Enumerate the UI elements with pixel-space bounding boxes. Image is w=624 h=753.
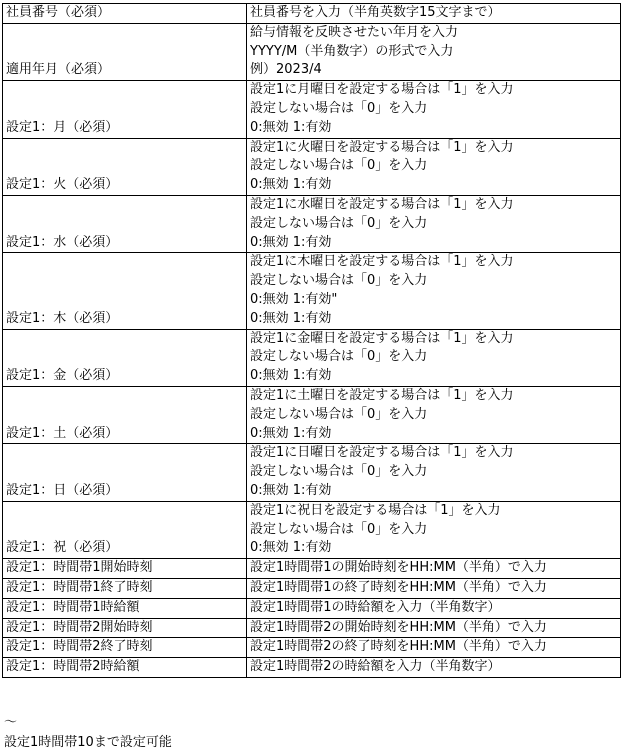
description-line: 0:無効 1:有効: [250, 482, 332, 498]
table-row: [3, 81, 621, 138]
field-name-cell: 設定1：火（必須）: [3, 138, 247, 195]
table-row: [3, 559, 621, 579]
field-name-cell: 設定1：水（必須）: [3, 195, 247, 252]
description-line: 設定しない場合は「0」を入力: [250, 406, 428, 422]
field-description-cell: [247, 658, 621, 678]
description-line: 0:無効 1:有効": [250, 291, 338, 307]
description-line: 0:無効 1:有効: [250, 234, 332, 250]
field-name-cell: 設定1：時間帯2終了時刻: [3, 638, 247, 658]
field-name-cell: 設定1：時間帯2開始時刻: [3, 618, 247, 638]
continuation-mark: 〜: [4, 715, 18, 730]
field-name-cell: 適用年月（必須）: [3, 23, 247, 80]
table-row: [3, 138, 621, 195]
field-description-cell: [247, 444, 621, 501]
field-name-cell: 設定1：木（必須）: [3, 253, 247, 329]
table-row: [3, 444, 621, 501]
table-row: [3, 658, 621, 678]
description-line: 0:無効 1:有効: [250, 368, 332, 384]
field-description-cell: [247, 559, 621, 579]
description-line: 設定しない場合は「0」を入力: [250, 100, 428, 116]
description-line: 設定しない場合は「0」を入力: [250, 521, 428, 537]
description-line: 設定しない場合は「0」を入力: [250, 273, 428, 289]
description-line: 設定1に祝日を設定する場合は「1」を入力: [250, 502, 501, 518]
table-row: [3, 253, 621, 329]
description-line: 給与情報を反映させたい年月を入力: [250, 24, 459, 40]
table-row: [3, 23, 621, 80]
footer-note: [4, 713, 172, 753]
description-line: 設定しない場合は「0」を入力: [250, 464, 428, 480]
description-line: 設定1に金曜日を設定する場合は「1」を入力: [250, 330, 514, 346]
field-description-cell: [247, 195, 621, 252]
table-row: [3, 578, 621, 598]
field-name-cell: 設定1：金（必須）: [3, 329, 247, 386]
field-name-cell: 設定1：時間帯1終了時刻: [3, 578, 247, 598]
field-description-cell: [247, 618, 621, 638]
description-line: 設定1時間帯2の開始時刻をHH:MM（半角）で入力: [250, 619, 547, 635]
field-name-cell: 設定1：時間帯1時給額: [3, 598, 247, 618]
field-description-cell: [247, 138, 621, 195]
table-row: [3, 598, 621, 618]
description-line: YYYY/M（半角数字）の形式で入力: [250, 43, 454, 59]
field-name-cell: 設定1：日（必須）: [3, 444, 247, 501]
table-row: [3, 329, 621, 386]
field-description-cell: [247, 4, 621, 24]
table-row: [3, 195, 621, 252]
description-line: 設定1時間帯1の時給額を入力（半角数字）: [250, 599, 501, 615]
field-name-cell: 社員番号（必須）: [3, 4, 247, 24]
field-description-cell: [247, 386, 621, 443]
description-line: 設定1時間帯2の終了時刻をHH:MM（半角）で入力: [250, 639, 547, 655]
description-line: 設定しない場合は「0」を入力: [250, 158, 428, 174]
table-row: [3, 386, 621, 443]
description-line: 設定1時間帯1の開始時刻をHH:MM（半角）で入力: [250, 560, 547, 576]
description-line: 設定1に土曜日を設定する場合は「1」を入力: [250, 387, 514, 403]
field-description-cell: [247, 578, 621, 598]
spec-table-body: [3, 4, 621, 678]
field-description-cell: [247, 598, 621, 618]
spec-table: [2, 3, 621, 678]
description-line: 0:無効 1:有効: [250, 540, 332, 556]
field-description-cell: [247, 23, 621, 80]
description-line: 設定しない場合は「0」を入力: [250, 215, 428, 231]
field-name-cell: 設定1：土（必須）: [3, 386, 247, 443]
description-line: 設定1時間帯2の時給額を入力（半角数字）: [250, 659, 501, 675]
table-row: [3, 4, 621, 24]
field-name-cell: 設定1：祝（必須）: [3, 501, 247, 558]
field-description-cell: [247, 501, 621, 558]
field-description-cell: [247, 81, 621, 138]
description-line: 0:無効 1:有効: [250, 119, 332, 135]
description-line: 社員番号を入力（半角英数字15文字まで）: [250, 5, 501, 20]
field-description-cell: [247, 253, 621, 329]
description-line: 0:無効 1:有効: [250, 177, 332, 193]
table-row: [3, 501, 621, 558]
description-line: 設定1に日曜日を設定する場合は「1」を入力: [250, 445, 514, 461]
field-name-cell: 設定1：時間帯2時給額: [3, 658, 247, 678]
field-description-cell: [247, 638, 621, 658]
field-name-cell: 設定1：月（必須）: [3, 81, 247, 138]
description-line: 0:無効 1:有効: [250, 310, 332, 326]
description-line: 設定1時間帯1の終了時刻をHH:MM（半角）で入力: [250, 579, 547, 595]
table-row: [3, 618, 621, 638]
footer-note-text: 設定1時間帯10まで設定可能: [4, 735, 172, 750]
table-row: [3, 638, 621, 658]
description-line: 設定1に水曜日を設定する場合は「1」を入力: [250, 196, 514, 212]
field-name-cell: 設定1：時間帯1開始時刻: [3, 559, 247, 579]
field-description-cell: [247, 329, 621, 386]
description-line: 設定1に月曜日を設定する場合は「1」を入力: [250, 82, 514, 98]
description-line: 設定1に火曜日を設定する場合は「1」を入力: [250, 139, 514, 155]
description-line: 例）2023/4: [250, 62, 322, 78]
description-line: 設定1に木曜日を設定する場合は「1」を入力: [250, 254, 514, 270]
description-line: 設定しない場合は「0」を入力: [250, 349, 428, 365]
description-line: 0:無効 1:有効: [250, 425, 332, 441]
